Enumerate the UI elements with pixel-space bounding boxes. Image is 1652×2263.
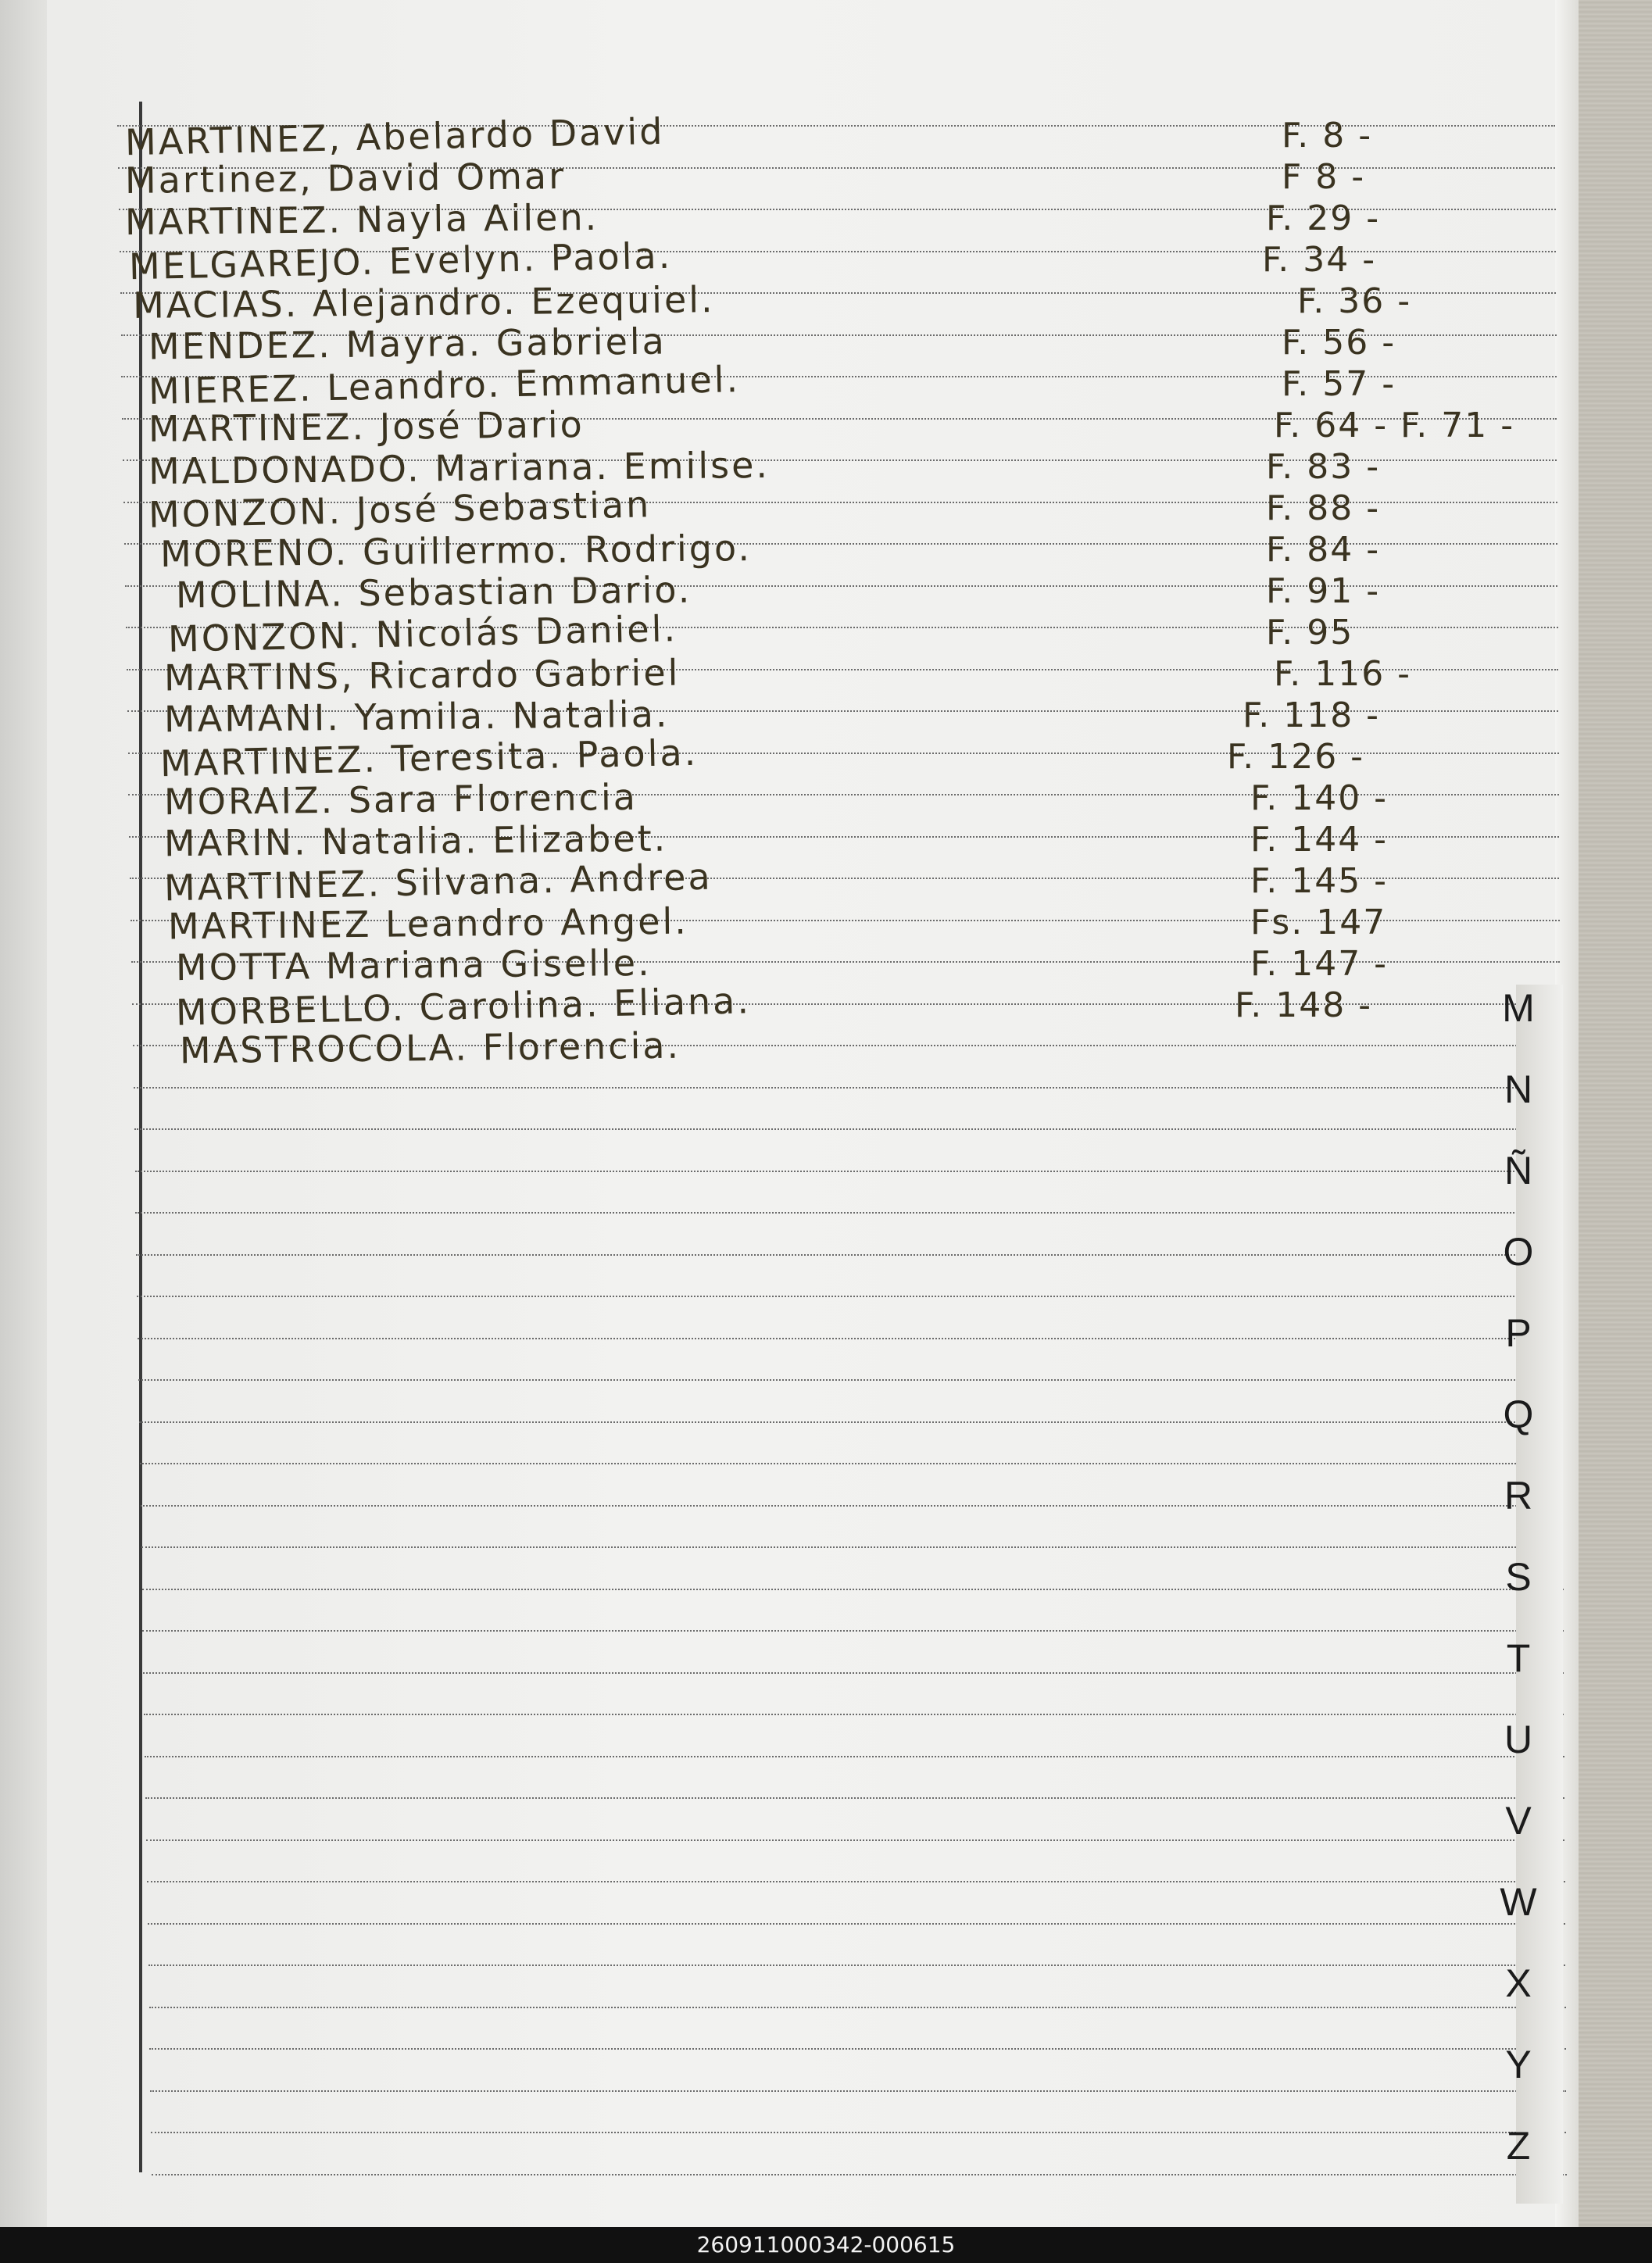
entry-folio: F. 91 - (1266, 571, 1381, 611)
index-entry (0, 568, 1563, 617)
index-tab-1[interactable]: N (1504, 1067, 1533, 1111)
index-entry (0, 899, 1563, 948)
entry-folio: F. 8 - (1282, 116, 1373, 156)
entry-name: MAMANI. Yamila. Natalia. (163, 692, 670, 741)
index-entry (0, 1024, 1563, 1072)
entry-name: MONZON. José Sebastian (148, 483, 652, 536)
entry-folio: F. 34 - (1262, 240, 1377, 280)
entry-name: MOLINA. Sebastian Dario. (175, 568, 692, 617)
entry-folio: F. 36 - (1297, 281, 1412, 321)
entry-folio: F. 126 - (1227, 737, 1365, 777)
index-tab-2[interactable]: Ñ (1504, 1149, 1533, 1192)
index-entry (0, 403, 1563, 450)
entry-name: MOTTA Mariana Giselle. (175, 941, 652, 989)
index-tab-8[interactable]: T (1506, 1636, 1531, 1680)
index-tab-12[interactable]: X (1505, 1961, 1532, 2005)
entry-name: MALDONADO. Mariana. Emilse. (148, 443, 771, 493)
scan-footer-code: 260911000342-000615 (0, 2227, 1652, 2263)
index-entry (0, 979, 1563, 1034)
index-entry (0, 320, 1563, 368)
index-entry (0, 607, 1563, 660)
entry-name: MARTINEZ. Nayla Ailen. (124, 195, 599, 244)
entry-name: MARTINS, Ricardo Gabriel (163, 651, 681, 699)
index-entry (0, 195, 1563, 244)
entry-folio: F. 56 - (1282, 323, 1396, 363)
entry-name: MORAIZ. Sara Florencia (163, 775, 638, 824)
entry-name: MARTINEZ Leandro Angel. (167, 899, 689, 948)
entry-name: MORENO. Guillermo. Rodrigo. (159, 527, 753, 575)
index-tab-13[interactable]: Y (1505, 2043, 1532, 2086)
entry-folio: F. 118 - (1243, 695, 1381, 735)
index-tab-5[interactable]: Q (1503, 1392, 1534, 1436)
entry-folio: F. 147 - (1250, 944, 1389, 984)
entry-folio: F. 148 - (1235, 985, 1373, 1025)
index-entry (0, 651, 1563, 699)
entry-name: MONZON. Nicolás Daniel. (167, 607, 678, 660)
index-entry (0, 483, 1563, 536)
index-entry (0, 358, 1563, 413)
entry-name: MENDEZ. Mayra. Gabriela (148, 320, 667, 368)
index-entry (0, 234, 1563, 288)
entry-folio: F 8 - (1282, 157, 1366, 197)
entry-folio: F. 57 - (1282, 364, 1396, 404)
index-entry (0, 855, 1563, 910)
index-tab-7[interactable]: S (1505, 1555, 1532, 1599)
index-tab-9[interactable]: U (1504, 1718, 1533, 1761)
index-entry (0, 731, 1563, 785)
entry-name: MARIN. Natalia. Elizabet. (163, 817, 668, 865)
index-entry (0, 775, 1563, 824)
entry-folio: Fs. 147 (1250, 903, 1387, 942)
entry-folio: F. 144 - (1250, 820, 1389, 860)
index-tab-3[interactable]: O (1503, 1230, 1534, 1274)
entry-name: MARTINEZ, Abelardo David (124, 109, 665, 164)
index-entry (0, 941, 1563, 989)
entry-name: MARTINEZ. José Dario (148, 403, 585, 450)
entry-name: MELGAREJO. Evelyn. Paola. (128, 234, 673, 288)
entry-folio: F. 145 - (1250, 861, 1389, 901)
index-entry (0, 157, 1563, 201)
entry-name: Martinez, David Omar (124, 155, 567, 202)
index-tab-14[interactable]: Z (1506, 2124, 1531, 2168)
entry-folio: F. 83 - (1266, 447, 1381, 487)
entry-name: MACIAS. Alejandro. Ezequiel. (132, 278, 715, 327)
index-entry (0, 443, 1563, 493)
entry-folio: F. 116 - (1274, 654, 1412, 694)
entry-folio: F. 88 - (1266, 488, 1381, 528)
entry-folio: F. 95 (1266, 613, 1354, 652)
entry-folio: F. 140 - (1250, 778, 1389, 818)
entry-folio: F. 29 - (1266, 198, 1381, 238)
index-entry (0, 527, 1563, 575)
index-tab-4[interactable]: P (1505, 1311, 1532, 1355)
index-tab-11[interactable]: W (1500, 1880, 1537, 1924)
entry-name: MARTINEZ. Silvana. Andrea (163, 855, 713, 910)
index-tab-10[interactable]: V (1505, 1799, 1532, 1843)
index-entry (0, 817, 1563, 865)
entry-folio: F. 84 - (1266, 530, 1381, 570)
index-tab-6[interactable]: R (1504, 1474, 1533, 1518)
alphabet-index-tabs (1483, 969, 1554, 2188)
entry-name: MASTROCOLA. Florencia. (179, 1024, 681, 1072)
index-entry (0, 109, 1563, 164)
index-tab-0[interactable]: M (1502, 986, 1535, 1030)
index-entry (0, 278, 1563, 327)
entry-name: MORBELLO. Carolina. Eliana. (175, 979, 752, 1034)
entry-folio: F. 64 - F. 71 - (1274, 406, 1515, 445)
index-entry (0, 692, 1563, 741)
entry-name: MIEREZ. Leandro. Emmanuel. (148, 358, 741, 413)
entry-name: MARTINEZ. Teresita. Paola. (159, 731, 699, 785)
